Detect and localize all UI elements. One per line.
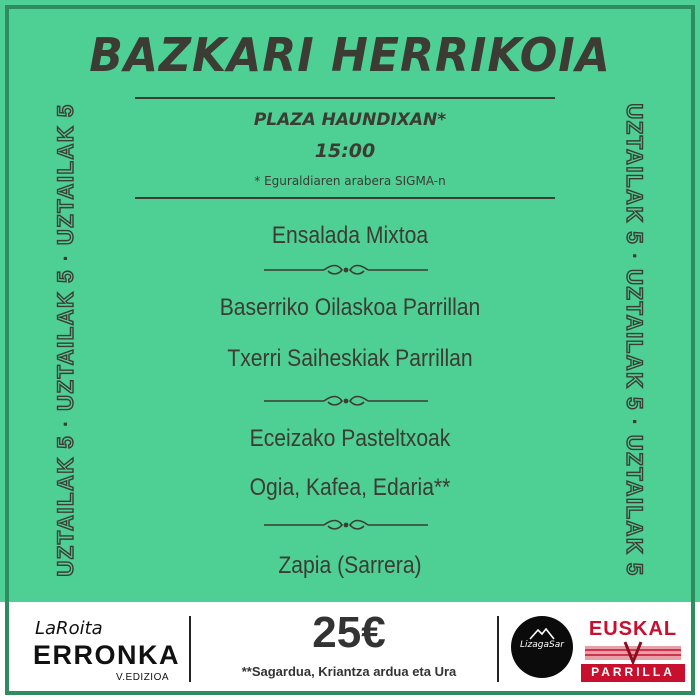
price-note: **Sagardua, Kriantza ardua eta Ura <box>241 664 457 679</box>
ornament-divider-icon <box>262 263 430 277</box>
price-label: 25€ <box>312 608 386 657</box>
menu-item-starter: Ensalada Mixtoa <box>271 222 429 249</box>
menu-item-ticket: Zapia (Sarrera) <box>278 552 422 579</box>
footer-separator <box>497 616 499 682</box>
side-date-right <box>621 103 647 576</box>
side-date-segment: UZTAILAK 5 <box>53 103 78 246</box>
brand-script-text: LaRoita <box>35 618 103 639</box>
menu-item-dessert: Eceizako Pasteltxoak <box>249 425 451 452</box>
mountain-icon <box>529 628 555 640</box>
footer-separator <box>189 616 191 682</box>
footer-bar <box>9 602 691 691</box>
menu-item-chicken: Baserriko Oilaskoa Parrillan <box>219 294 481 321</box>
brand-edition: V.EDIZIOA <box>116 672 170 683</box>
grill-icon <box>581 640 685 664</box>
venue-label: PLAZA HAUNDIXAN* <box>253 110 447 130</box>
side-date-segment: UZTAILAK 5 <box>53 434 78 577</box>
weather-note: * Eguraldiaren arabera SIGMA-n <box>254 174 446 188</box>
sponsor-logo-lizagasar <box>511 616 573 678</box>
side-date-segment: UZTAILAK 5 <box>622 269 647 411</box>
side-date-segment: UZTAILAK 5 <box>622 103 647 246</box>
header-divider-line <box>135 197 555 199</box>
side-date-separator: · <box>622 245 647 270</box>
sponsor-2-top-text: EUSKAL <box>588 618 678 640</box>
side-date-separator: · <box>53 245 78 270</box>
side-date-separator: · <box>53 410 78 435</box>
sponsor-logo-euskal-parrilla <box>581 618 685 682</box>
poster-title: BAZKARI HERRIKOIA <box>89 28 611 82</box>
side-date-left <box>53 103 79 576</box>
side-date-segment: UZTAILAK 5 <box>622 434 647 577</box>
menu-item-extras: Ogia, Kafea, Edaria** <box>249 474 451 501</box>
brand-name: ERRONKA <box>33 640 181 670</box>
sponsor-1-name: LizagaSar <box>520 640 564 650</box>
ornament-divider-icon <box>262 518 430 532</box>
time-label: 15:00 <box>314 140 376 162</box>
side-date-segment: UZTAILAK 5 <box>53 269 78 411</box>
title-underline <box>135 97 555 99</box>
menu-item-ribs: Txerri Saiheskiak Parrillan <box>227 345 473 372</box>
ornament-divider-icon <box>262 394 430 408</box>
sponsor-2-bottom-text: PARRILLA <box>591 665 675 679</box>
side-date-separator: · <box>622 410 647 435</box>
